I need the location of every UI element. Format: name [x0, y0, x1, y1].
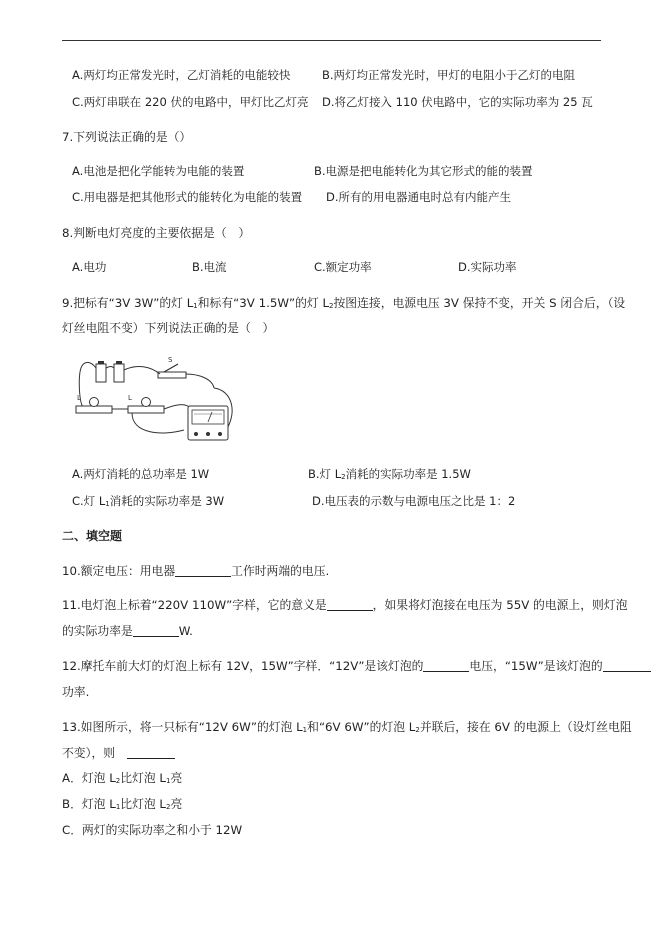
- battery-2-icon: [114, 364, 124, 382]
- q9-option-d[interactable]: D.电压表的示数与电源电压之比是 1：2: [312, 494, 516, 508]
- battery-1-icon: [96, 364, 106, 382]
- q8-stem: 8.判断电灯亮度的主要依据是（ ）: [62, 226, 251, 240]
- q13-option-c[interactable]: C．两灯的实际功率之和小于 12W: [62, 823, 243, 837]
- q6-option-b[interactable]: B.两灯均正常发光时，甲灯的电阻小于乙灯的电阻: [322, 68, 576, 82]
- q8-option-a[interactable]: A.电功: [72, 260, 107, 274]
- q9-option-a[interactable]: A.两灯消耗的总功率是 1W: [72, 467, 210, 481]
- q10-blank[interactable]: [175, 564, 231, 577]
- q11-line1: 11.电灯泡上标着“220V 110W”字样，它的意义是 ，如果将灯泡接在电压为 55V 的电源上，则灯泡: [62, 598, 628, 612]
- q8-option-d[interactable]: D.实际功率: [458, 260, 517, 274]
- switch-label: S: [168, 356, 173, 364]
- q13-blank[interactable]: [127, 746, 175, 759]
- q11-line2: 的实际功率是 W.: [62, 624, 193, 638]
- q9-stem-line1: 9.把标有“3V 3W”的灯 $L_1$和标有“3V 1.5W”的灯 $L_2$按图连接，电源电压 3V 保持不变，开关 S 闭合后，（设: [62, 296, 626, 310]
- circuit-diagram: [72, 354, 242, 450]
- q6-option-c[interactable]: C.两灯串联在 220 伏的电路中，甲灯比乙灯亮: [72, 95, 309, 109]
- q7-stem: 7.下列说法正确的是（）: [62, 130, 192, 144]
- q7-option-b[interactable]: B.电源是把电能转化为其它形式的能的装置: [314, 164, 533, 178]
- lamp-l1-icon: [142, 398, 151, 407]
- q11-blank-2[interactable]: [133, 624, 179, 637]
- q13-option-b[interactable]: B．灯泡 $L_1$比灯泡 $L_2$亮: [62, 797, 183, 811]
- q7-option-d[interactable]: D.所有的用电器通电时总有内能产生: [326, 190, 512, 204]
- q11-blank-1[interactable]: [327, 598, 373, 611]
- section-fill-blank-title: 二、填空题: [62, 529, 123, 543]
- lamp-l1-base: [128, 406, 164, 413]
- q12-line2: 功率.: [62, 685, 90, 699]
- q13-stem-line2: 不变），则: [62, 746, 175, 760]
- q7-option-a[interactable]: A.电池是把化学能转为电能的装置: [72, 164, 245, 178]
- q9-stem-line2: 灯丝电阻不变）下列说法正确的是（ ）: [62, 321, 275, 335]
- q6-option-d[interactable]: D.将乙灯接入 110 伏电路中，它的实际功率为 25 瓦: [322, 95, 593, 109]
- q12-line1: 12.摩托车前大灯的灯泡上标有 12V，15W”字样．“12V”是该灯泡的 电压，“15W”是该灯泡的: [62, 659, 651, 673]
- lamp-l1-label: L: [128, 394, 132, 402]
- q12-blank-2[interactable]: [603, 659, 651, 672]
- q7-option-c[interactable]: C.用电器是把其他形式的能转化为电能的装置: [72, 190, 303, 204]
- q13-stem-line1: 13.如图所示，将一只标有“12V 6W”的灯泡 $L_1$和“6V 6W”的灯泡 $L_2$并联后，接在 6V 的电源上（设灯丝电阻: [62, 720, 632, 734]
- lamp-l2-label: L: [77, 394, 81, 402]
- header-rule: [62, 40, 601, 41]
- q8-option-b[interactable]: B.电流: [192, 260, 227, 274]
- q8-option-c[interactable]: C.额定功率: [314, 260, 372, 274]
- q10-text: 10.额定电压：用电器 工作时两端的电压.: [62, 564, 330, 578]
- q13-option-a[interactable]: A．灯泡 $L_2$比灯泡 $L_1$亮: [62, 771, 183, 785]
- q12-blank-1[interactable]: [423, 659, 469, 672]
- q9-option-c[interactable]: C.灯 $L_1$消耗的实际功率是 3W: [72, 494, 225, 508]
- switch-icon: [158, 372, 186, 378]
- lamp-l2-icon: [90, 398, 99, 407]
- lamp-l2-base: [76, 406, 112, 413]
- q6-option-a[interactable]: A.两灯均正常发光时，乙灯消耗的电能较快: [72, 68, 291, 82]
- q9-option-b[interactable]: B.灯 $L_2$消耗的实际功率是 1.5W: [308, 467, 471, 481]
